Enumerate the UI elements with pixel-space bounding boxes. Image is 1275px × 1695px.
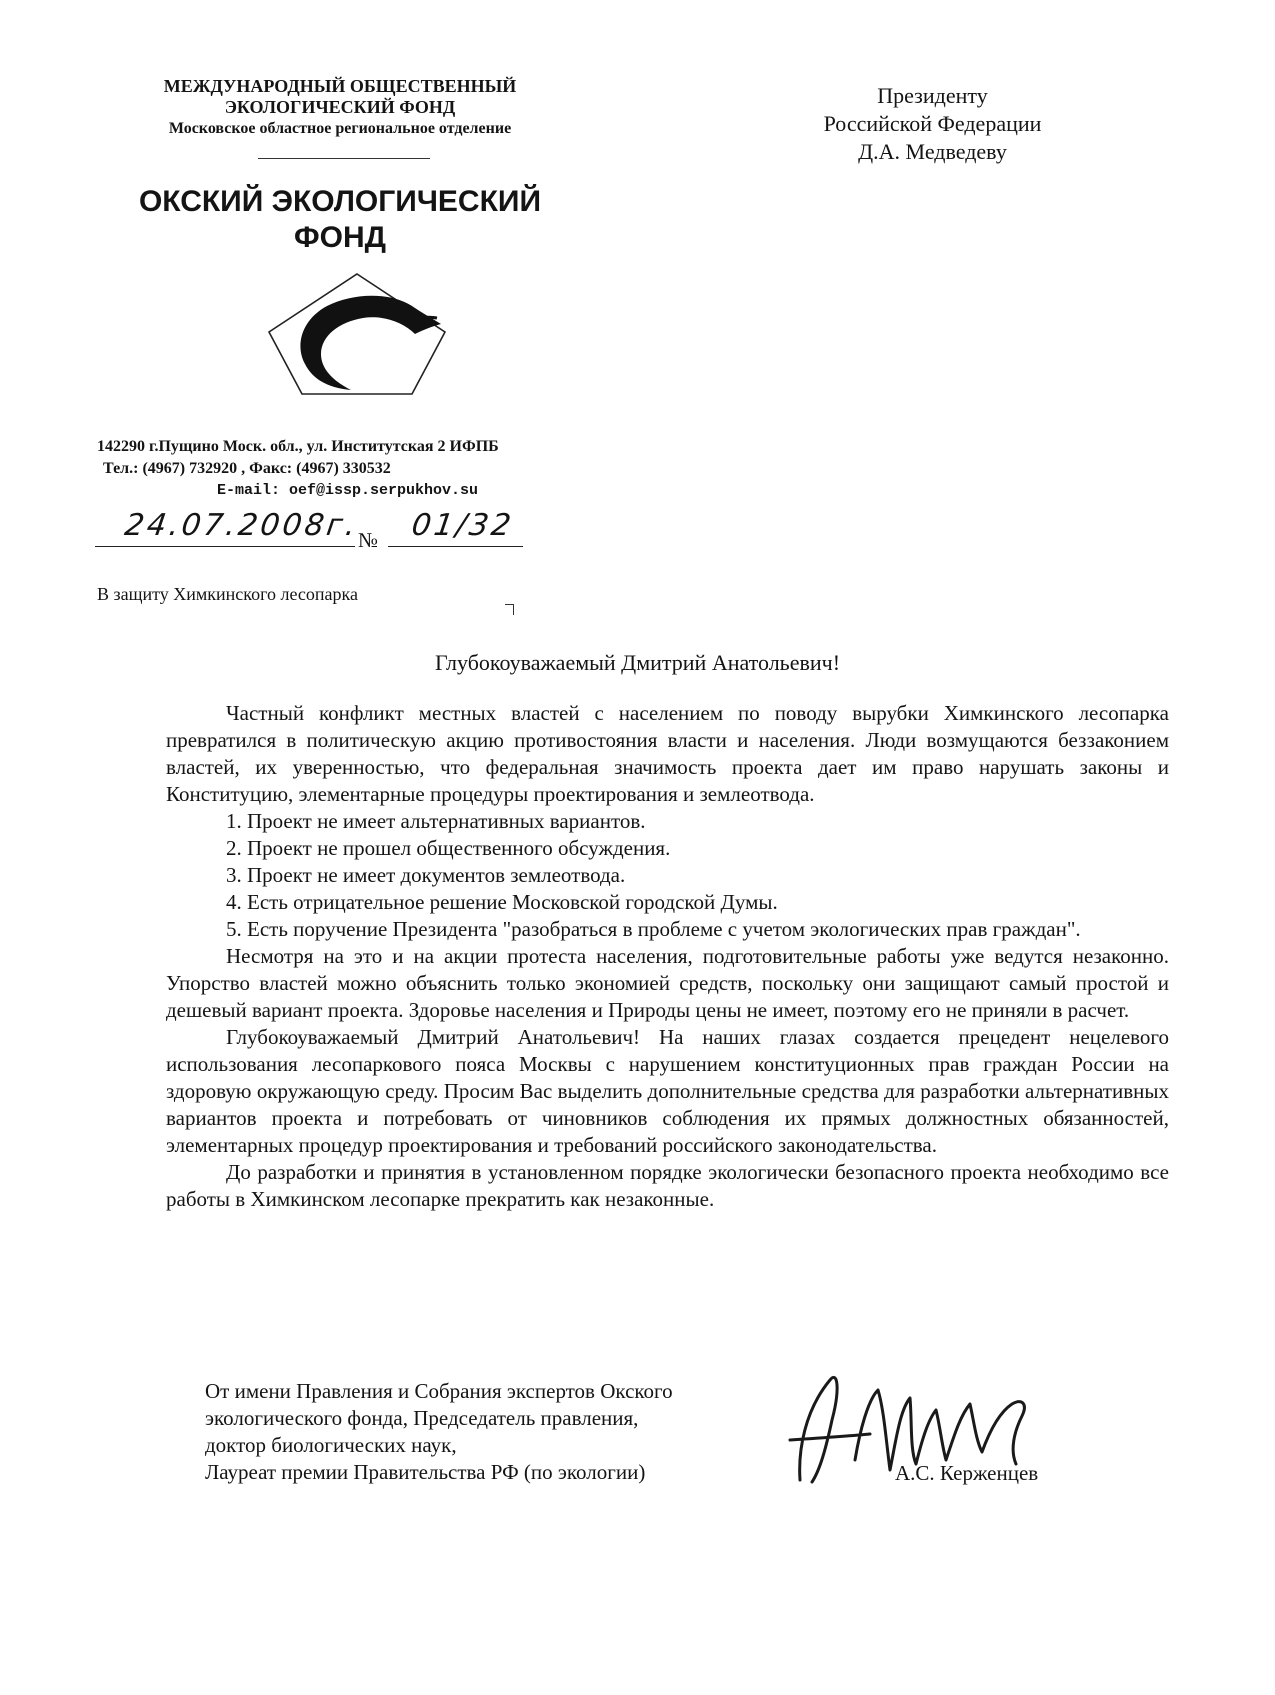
paragraph-2: Несмотря на это и на акции протеста населения, подготовительные работы уже ведутся незаконно. Упорство властей можно объяснить только экономией средств, поскольку они защищают самый простой и дешевый вариант проекта. Здоровье населения и Природы цены не имеет, поэтому его не приняли в расчет. (166, 944, 1169, 1022)
organization-name-line1: ОКСКИЙ ЭКОЛОГИЧЕСКИЙ (138, 185, 542, 218)
foundation-logo (265, 270, 450, 398)
list-item: 4. Есть отрицательное решение Московской городской Думы. (226, 890, 778, 914)
addressee (790, 82, 1075, 166)
number-sign: № (358, 528, 379, 552)
date-handwritten: 24.07.2008г. (122, 508, 361, 543)
signature-line3: доктор биологических наук, (205, 1433, 457, 1457)
list-item: 3. Проект не имеет документов землеотвода. (226, 863, 626, 887)
organization-name (100, 184, 580, 256)
number-handwritten: 01/32 (409, 508, 516, 543)
postal-address: 142290 г.Пущино Моск. обл., ул. Институтская 2 ИФПБ (97, 438, 499, 455)
date-underline (95, 546, 355, 547)
letter-body (166, 700, 1169, 1213)
salutation: Глубокоуважаемый Дмитрий Анатольевич! (434, 650, 841, 675)
signatory-name: А.С. Керженцев (895, 1461, 1039, 1485)
signature-line2: экологического фонда, Председатель правления, (205, 1406, 639, 1430)
paragraph-3: Глубокоуважаемый Дмитрий Анатольевич! На наших глазах создается прецедент нецелевого использования лесопаркового пояса Москвы с нарушением конституционных прав граждан России на здоровую окружающую среду. Просим Вас выделить дополнительные средства для разработки альтернативных вариантов проекта и потребовать от чиновников соблюдения их прямых должностных обязанностей, элементарных процедур проектирования и требований российского законодательства. (166, 1025, 1169, 1157)
organization-name-line2: ФОНД (294, 221, 386, 254)
addressee-line1: Президенту (877, 83, 988, 108)
letterhead-line2: ЭКОЛОГИЧЕСКИЙ ФОНД (224, 97, 456, 117)
addressee-line2: Российской Федерации (823, 111, 1042, 136)
subject-line: В защиту Химкинского лесопарка (97, 584, 359, 604)
signature-line1: От имени Правления и Собрания экспертов Окского (205, 1379, 673, 1403)
letterhead-top (130, 76, 550, 139)
letterhead-line3: Московское областное региональное отделение (168, 120, 512, 137)
letterhead-line1: МЕЖДУНАРОДНЫЙ ОБЩЕСТВЕННЫЙ (163, 76, 517, 96)
phone-fax: Тел.: (4967) 732920 , Факс: (4967) 330532 (103, 460, 391, 477)
paragraph-4: До разработки и принятия в установленном порядке экологически безопасного проекта необходимо все работы в Химкинском лесопарке прекратить как незаконные. (166, 1160, 1169, 1211)
email: E-mail: oef@issp.serpukhov.su (217, 482, 479, 499)
signature-line4: Лауреат премии Правительства РФ (по экологии) (205, 1460, 646, 1484)
signature-block (205, 1378, 765, 1486)
list-item: 2. Проект не прошел общественного обсуждения. (226, 836, 671, 860)
list-item: 1. Проект не имеет альтернативных вариантов. (226, 809, 646, 833)
addressee-line3: Д.А. Медведеву (858, 139, 1007, 164)
paragraph-1: Частный конфликт местных властей с населением по поводу вырубки Химкинского лесопарка превратился в политическую акцию противостояния власти и населения. Люди возмущаются беззаконием властей, их уверенностью, что федеральная значимость проекта дает им право нарушать законы и Конституцию, элементарные процедуры проектирования и землеотвода. (166, 701, 1169, 806)
corner-mark (505, 604, 514, 615)
letterhead-divider (258, 158, 430, 159)
list-item: 5. Есть поручение Президента "разобраться в проблеме с учетом экологических прав граждан". (226, 917, 1081, 941)
number-underline (388, 546, 523, 547)
contact-block (97, 436, 577, 502)
